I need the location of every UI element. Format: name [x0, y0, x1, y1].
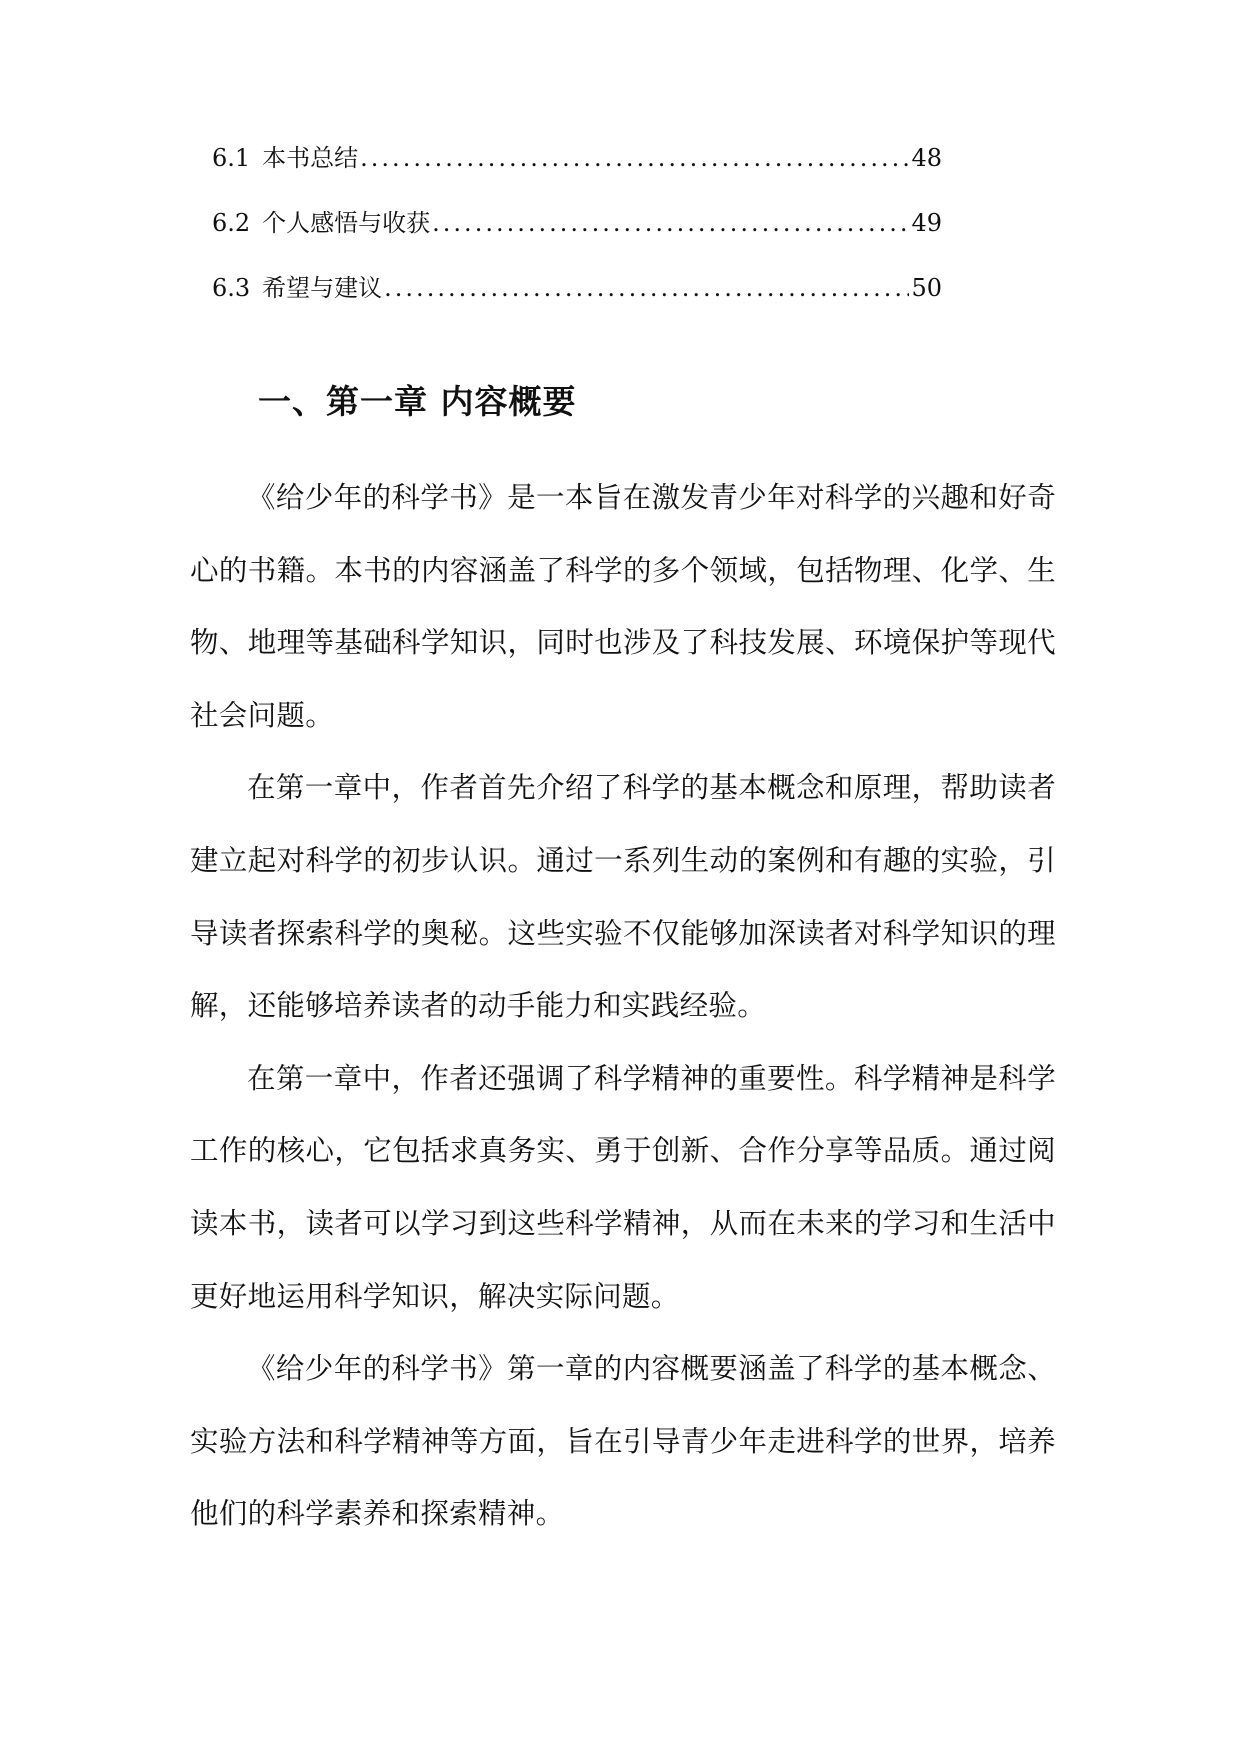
toc-entry-number: 6.3 [212, 274, 251, 302]
toc-entry-page: 50 [911, 274, 942, 302]
toc-entry[interactable] [212, 270, 942, 335]
toc-entry[interactable] [212, 140, 942, 205]
toc-entry-page: 48 [911, 144, 942, 172]
toc-entry-number: 6.1 [212, 144, 251, 172]
toc-entry-title: 本书总结 [262, 144, 359, 172]
toc-entry-number: 6.2 [212, 209, 251, 237]
chapter-heading: 一、第一章 内容概要 [258, 382, 577, 421]
table-of-contents [212, 140, 942, 335]
toc-leader-dots [432, 205, 909, 241]
body-paragraph: 《给少年的科学书》第一章的内容概要涵盖了科学的基本概念、实验方法和科学精神等方面，旨在引导青少年走进科学的世界，培养他们的科学素养和探索精神。 [190, 1352, 1056, 1531]
chapter-body [190, 462, 1056, 1551]
body-paragraph: 在第一章中，作者还强调了科学精神的重要性。科学精神是科学工作的核心，它包括求真务实、勇于创新、合作分享等品质。通过阅读本书，读者可以学习到这些科学精神，从而在未来的学习和生活中更好地运用科学知识，解决实际问题。 [190, 1061, 1056, 1313]
toc-entry[interactable] [212, 205, 942, 270]
toc-leader-dots [360, 140, 909, 176]
toc-entry-title: 希望与建议 [262, 274, 383, 302]
body-paragraph: 《给少年的科学书》是一本旨在激发青少年对科学的兴趣和好奇心的书籍。本书的内容涵盖了科学的多个领域，包括物理、化学、生物、地理等基础科学知识，同时也涉及了科技发展、环境保护等现代社会问题。 [190, 481, 1056, 732]
body-paragraph: 在第一章中，作者首先介绍了科学的基本概念和原理，帮助读者建立起对科学的初步认识。通过一系列生动的案例和有趣的实验，引导读者探索科学的奥秘。这些实验不仅能够加深读者对科学知识的理解，还能够培养读者的动手能力和实践经验。 [190, 771, 1056, 1023]
toc-leader-dots [384, 270, 909, 306]
toc-entry-title: 个人感悟与收获 [262, 209, 431, 237]
toc-entry-page: 49 [911, 209, 942, 237]
